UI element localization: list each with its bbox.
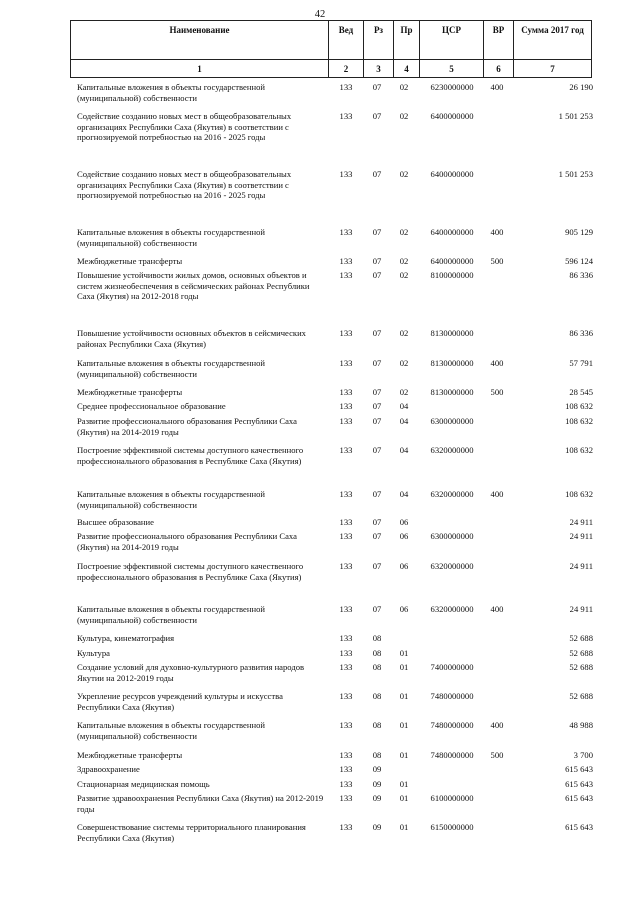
row-ved: 133	[339, 691, 353, 701]
row-name: Капитальные вложения в объекты государственной (муниципальной) собственности	[77, 358, 265, 379]
row-vr: 400	[490, 720, 504, 730]
row-ved: 133	[339, 387, 353, 397]
col-number-6: 6	[496, 64, 501, 74]
row-rz: 07	[372, 328, 382, 338]
col-number-4: 4	[404, 64, 409, 74]
row-csr: 8130000000	[430, 328, 474, 338]
row-pr: 04	[399, 401, 409, 411]
row-sum: 86 336	[569, 270, 593, 280]
row-vr: 500	[490, 750, 504, 760]
row-rz: 09	[372, 764, 382, 774]
row-rz: 07	[372, 82, 382, 92]
row-ved: 133	[339, 256, 353, 266]
row-pr: 06	[399, 561, 409, 571]
row-pr: 01	[399, 793, 409, 803]
row-sum: 108 632	[565, 401, 593, 411]
row-csr: 6320000000	[430, 445, 474, 455]
col-number-1: 1	[197, 64, 202, 74]
row-rz: 07	[372, 227, 382, 237]
col-number-2: 2	[343, 64, 349, 74]
row-pr: 04	[399, 416, 409, 426]
row-rz: 08	[372, 633, 382, 643]
row-ved: 133	[339, 662, 353, 672]
row-name: Построение эффективной системы доступного качественного профессионального образования в Республике Саха (Якутия)	[77, 445, 304, 466]
row-name: Капитальные вложения в объекты государственной (муниципальной) собственности	[77, 604, 265, 625]
row-sum: 26 190	[569, 82, 593, 92]
row-pr: 04	[399, 445, 409, 455]
row-rz: 08	[372, 691, 382, 701]
row-csr: 6400000000	[430, 256, 474, 266]
row-rz: 07	[372, 561, 382, 571]
row-pr: 02	[399, 111, 409, 121]
row-sum: 596 124	[565, 256, 593, 266]
row-ved: 133	[339, 531, 353, 541]
row-rz: 07	[372, 445, 382, 455]
row-ved: 133	[339, 489, 353, 499]
row-ved: 133	[339, 764, 353, 774]
row-pr: 02	[399, 387, 409, 397]
row-csr: 8130000000	[430, 358, 474, 368]
row-sum: 24 911	[569, 517, 593, 527]
row-ved: 133	[339, 328, 353, 338]
col-number-5: 5	[449, 64, 454, 74]
row-rz: 07	[372, 111, 382, 121]
col-header-pr: Пр	[400, 25, 413, 35]
row-csr: 6400000000	[430, 227, 474, 237]
row-name: Повышение устойчивости жилых домов, основных объектов и систем жизнеобеспечения в сейсмических районах Республики Саха (Якутия) на 2012-2018 годы	[77, 270, 310, 302]
row-rz: 08	[372, 720, 382, 730]
col-header-ved: Вед	[338, 25, 354, 35]
row-csr: 7480000000	[430, 691, 474, 701]
row-sum: 108 632	[565, 489, 593, 499]
row-sum: 48 988	[569, 720, 593, 730]
row-csr: 6150000000	[430, 822, 474, 832]
row-name: Межбюджетные трансферты	[77, 750, 183, 760]
row-csr: 7400000000	[430, 662, 474, 672]
row-ved: 133	[339, 822, 353, 832]
row-pr: 02	[399, 256, 409, 266]
row-rz: 07	[372, 387, 382, 397]
row-sum: 1 501 253	[558, 169, 593, 179]
col-header-vr: ВР	[492, 25, 505, 35]
row-name: Культура, кинематография	[77, 633, 175, 643]
row-pr: 01	[399, 691, 409, 701]
row-vr: 500	[490, 256, 504, 266]
row-ved: 133	[339, 720, 353, 730]
row-ved: 133	[339, 111, 353, 121]
row-name: Развитие здравоохранения Республики Саха (Якутия) на 2012-2019 годы	[77, 793, 324, 814]
row-name: Здравоохранение	[77, 764, 140, 774]
row-name: Среднее профессиональное образование	[77, 401, 226, 411]
row-sum: 24 911	[569, 604, 593, 614]
row-name: Содействие созданию новых мест в общеобразовательных организациях Республики Саха (Якутия) в соответствии с прогнозируемой потребностью на 2016 - 2025 годы	[77, 111, 292, 143]
row-ved: 133	[339, 270, 353, 280]
row-name: Укрепление ресурсов учреждений культуры и искусства Республики Саха (Якутия)	[77, 691, 283, 712]
row-sum: 52 688	[569, 691, 593, 701]
row-csr: 6320000000	[430, 561, 474, 571]
row-sum: 1 501 253	[558, 111, 593, 121]
row-ved: 133	[339, 358, 353, 368]
row-name: Межбюджетные трансферты	[77, 256, 183, 266]
row-ved: 133	[339, 82, 353, 92]
row-ved: 133	[339, 517, 353, 527]
row-name: Капитальные вложения в объекты государственной (муниципальной) собственности	[77, 82, 265, 103]
row-sum: 108 632	[565, 445, 593, 455]
row-rz: 07	[372, 416, 382, 426]
row-sum: 24 911	[569, 561, 593, 571]
row-name: Повышение устойчивости основных объектов в сейсмических районах Республики Саха (Якутия)	[77, 328, 306, 349]
row-name: Создание условий для духовно-культурного развития народов Якутии на 2012-2019 годы	[77, 662, 305, 683]
row-pr: 01	[399, 750, 409, 760]
col-number-3: 3	[376, 64, 381, 74]
row-pr: 01	[399, 779, 409, 789]
row-csr: 8100000000	[430, 270, 474, 280]
row-name: Межбюджетные трансферты	[77, 387, 183, 397]
row-name: Стационарная медицинская помощь	[77, 779, 210, 789]
row-ved: 133	[339, 401, 353, 411]
col-header-sum: Сумма 2017 год	[521, 25, 584, 35]
row-sum: 108 632	[565, 416, 593, 426]
row-name: Содействие созданию новых мест в общеобразовательных организациях Республики Саха (Якутия) в соответствии с прогнозируемой потребностью на 2016 - 2025 годы	[77, 169, 292, 201]
row-rz: 07	[372, 517, 382, 527]
row-rz: 09	[372, 822, 382, 832]
row-sum: 3 700	[573, 750, 593, 760]
col-header-rz: Рз	[373, 25, 384, 35]
row-pr: 01	[399, 720, 409, 730]
row-rz: 09	[372, 779, 382, 789]
row-name: Развитие профессионального образования Республики Саха (Якутия) на 2014-2019 годы	[77, 531, 297, 552]
row-name: Капитальные вложения в объекты государственной (муниципальной) собственности	[77, 227, 265, 248]
col-header-csr: ЦСР	[442, 25, 461, 35]
row-name: Развитие профессионального образования Республики Саха (Якутия) на 2014-2019 годы	[77, 416, 297, 437]
row-rz: 07	[372, 531, 382, 541]
row-sum: 615 643	[565, 764, 593, 774]
row-ved: 133	[339, 779, 353, 789]
row-ved: 133	[339, 227, 353, 237]
row-csr: 6320000000	[430, 604, 474, 614]
row-csr: 6300000000	[430, 531, 474, 541]
row-vr: 400	[490, 604, 504, 614]
row-pr: 06	[399, 517, 409, 527]
row-pr: 06	[399, 604, 409, 614]
row-csr: 6300000000	[430, 416, 474, 426]
row-csr: 7480000000	[430, 720, 474, 730]
row-csr: 6400000000	[430, 111, 474, 121]
row-rz: 07	[372, 489, 382, 499]
row-vr: 400	[490, 82, 504, 92]
row-csr: 6100000000	[430, 793, 474, 803]
row-ved: 133	[339, 416, 353, 426]
row-name: Капитальные вложения в объекты государственной (муниципальной) собственности	[77, 489, 265, 510]
row-ved: 133	[339, 561, 353, 571]
page-number: 42	[314, 9, 326, 20]
row-sum: 905 129	[565, 227, 593, 237]
row-name: Капитальные вложения в объекты государственной (муниципальной) собственности	[77, 720, 265, 741]
row-ved: 133	[339, 604, 353, 614]
row-pr: 04	[399, 489, 409, 499]
row-pr: 02	[399, 270, 409, 280]
row-rz: 08	[372, 648, 382, 658]
row-rz: 08	[372, 662, 382, 672]
row-ved: 133	[339, 633, 353, 643]
row-name: Высшее образование	[77, 517, 154, 527]
row-rz: 07	[372, 256, 382, 266]
row-rz: 07	[372, 358, 382, 368]
row-csr: 8130000000	[430, 387, 474, 397]
row-vr: 400	[490, 358, 504, 368]
row-rz: 07	[372, 270, 382, 280]
row-sum: 52 688	[569, 648, 593, 658]
row-csr: 6400000000	[430, 169, 474, 179]
row-sum: 24 911	[569, 531, 593, 541]
row-sum: 52 688	[569, 662, 593, 672]
col-number-7: 7	[550, 64, 555, 74]
row-rz: 07	[372, 401, 382, 411]
row-ved: 133	[339, 169, 353, 179]
col-header-name: Наименование	[169, 25, 230, 35]
row-name: Культура	[77, 648, 110, 658]
row-rz: 08	[372, 750, 382, 760]
row-pr: 02	[399, 82, 409, 92]
row-vr: 500	[490, 387, 504, 397]
row-ved: 133	[339, 793, 353, 803]
row-rz: 07	[372, 604, 382, 614]
row-ved: 133	[339, 750, 353, 760]
row-ved: 133	[339, 445, 353, 455]
row-sum: 615 643	[565, 779, 593, 789]
row-pr: 02	[399, 227, 409, 237]
row-sum: 615 643	[565, 822, 593, 832]
row-csr: 6320000000	[430, 489, 474, 499]
row-name: Совершенствование системы территориального планирования Республики Саха (Якутия)	[77, 822, 306, 843]
row-csr: 7480000000	[430, 750, 474, 760]
row-vr: 400	[490, 227, 504, 237]
row-pr: 02	[399, 358, 409, 368]
row-vr: 400	[490, 489, 504, 499]
row-pr: 06	[399, 531, 409, 541]
row-csr: 6230000000	[430, 82, 474, 92]
row-pr: 01	[399, 648, 409, 658]
row-pr: 01	[399, 662, 409, 672]
row-name: Построение эффективной системы доступного качественного профессионального образования в Республике Саха (Якутия)	[77, 561, 304, 582]
row-sum: 615 643	[565, 793, 593, 803]
row-rz: 09	[372, 793, 382, 803]
row-sum: 57 791	[569, 358, 593, 368]
row-ved: 133	[339, 648, 353, 658]
row-pr: 01	[399, 822, 409, 832]
row-rz: 07	[372, 169, 382, 179]
row-pr: 02	[399, 328, 409, 338]
row-sum: 28 545	[569, 387, 593, 397]
row-sum: 52 688	[569, 633, 593, 643]
row-pr: 02	[399, 169, 409, 179]
row-sum: 86 336	[569, 328, 593, 338]
